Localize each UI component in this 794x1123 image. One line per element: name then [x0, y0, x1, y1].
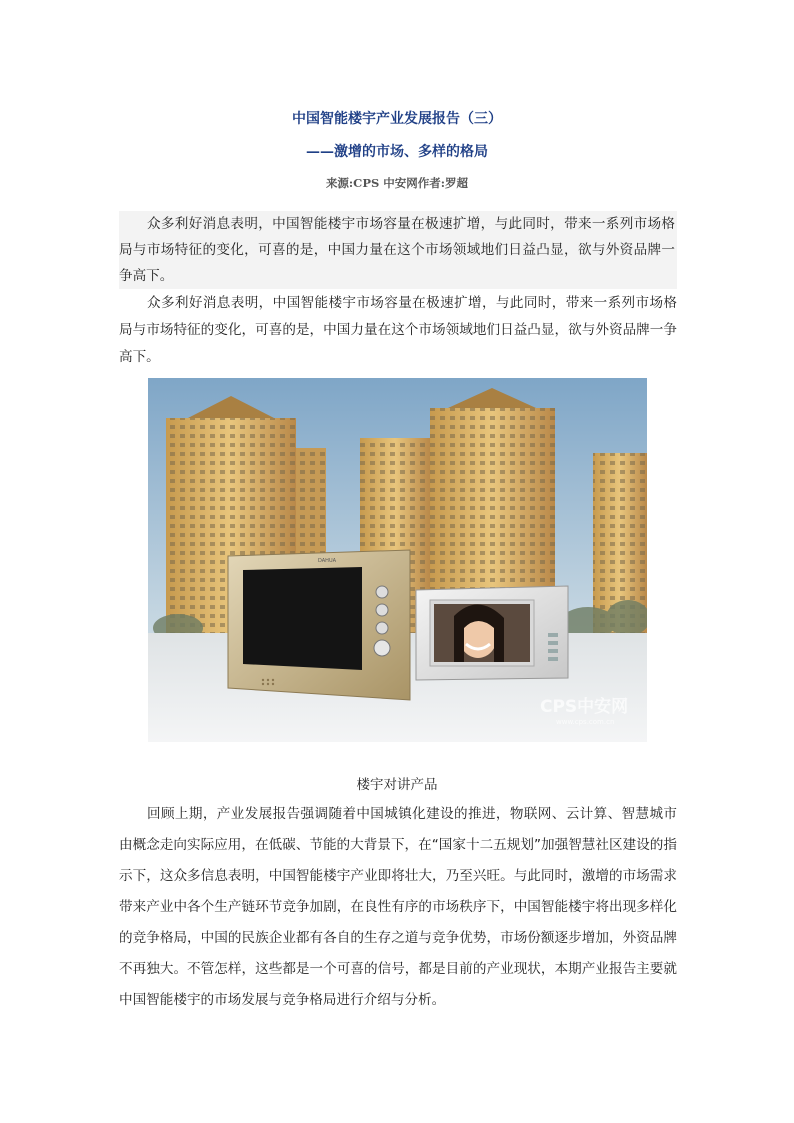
photo-watermark: CPS中安网 — [540, 697, 629, 717]
highlighted-paragraph: 众多利好消息表明，中国智能楼宇市场容量在极速扩增，与此同时，带来一系列市场格局与市场特征的变化，可喜的是，中国力量在这个市场领域地们日益凸显，欲与外资品牌一争高下。 — [119, 211, 677, 289]
device-brand-label: DAHUA — [318, 558, 337, 564]
image-caption: 楼宇对讲产品 — [356, 777, 438, 793]
gold-intercom-monitor — [228, 550, 410, 700]
intro-paragraph: 众多利好消息表明，中国智能楼宇市场容量在极速扩增，与此同时，带来一系列市场格局与市场特征的变化，可喜的是，中国力量在这个市场领域地们日益凸显，欲与外资品牌一争高下。 — [119, 295, 677, 365]
article-subtitle: ——激增的市场、多样的格局 — [306, 144, 488, 160]
intercom-product-photo — [148, 378, 647, 742]
article-source-line: 来源:CPS 中安网作者:罗超 — [325, 176, 469, 190]
body-paragraph: 回顾上期，产业发展报告强调随着中国城镇化建设的推进，物联网、云计算、智慧城市由概念走向实际应用，在低碳、节能的大背景下，在“国家十二五规划”加强智慧社区建设的指示下，这众多信息表明，中国智能楼宇产业即将壮大，乃至兴旺。与此同时，激增的市场需求带来产业中各个生产链环节竞争加剧，在良性有序的市场秩序下，中国智能楼宇将出现多样化的竞争格局，中国的民族企业都有各自的生存之道与竞争优势，市场份额逐步增加，外资品牌不再独大。不管怎样，这些都是一个可喜的信号，都是目前的产业现状，本期产业报告主要就中国智能楼宇的市场发展与竞争格局进行介绍与分析。 — [119, 806, 677, 1008]
photo-watermark-url: www.cps.com.cn — [556, 718, 615, 726]
silver-intercom-monitor — [416, 586, 568, 680]
article-title: 中国智能楼宇产业发展报告（三） — [292, 111, 502, 127]
